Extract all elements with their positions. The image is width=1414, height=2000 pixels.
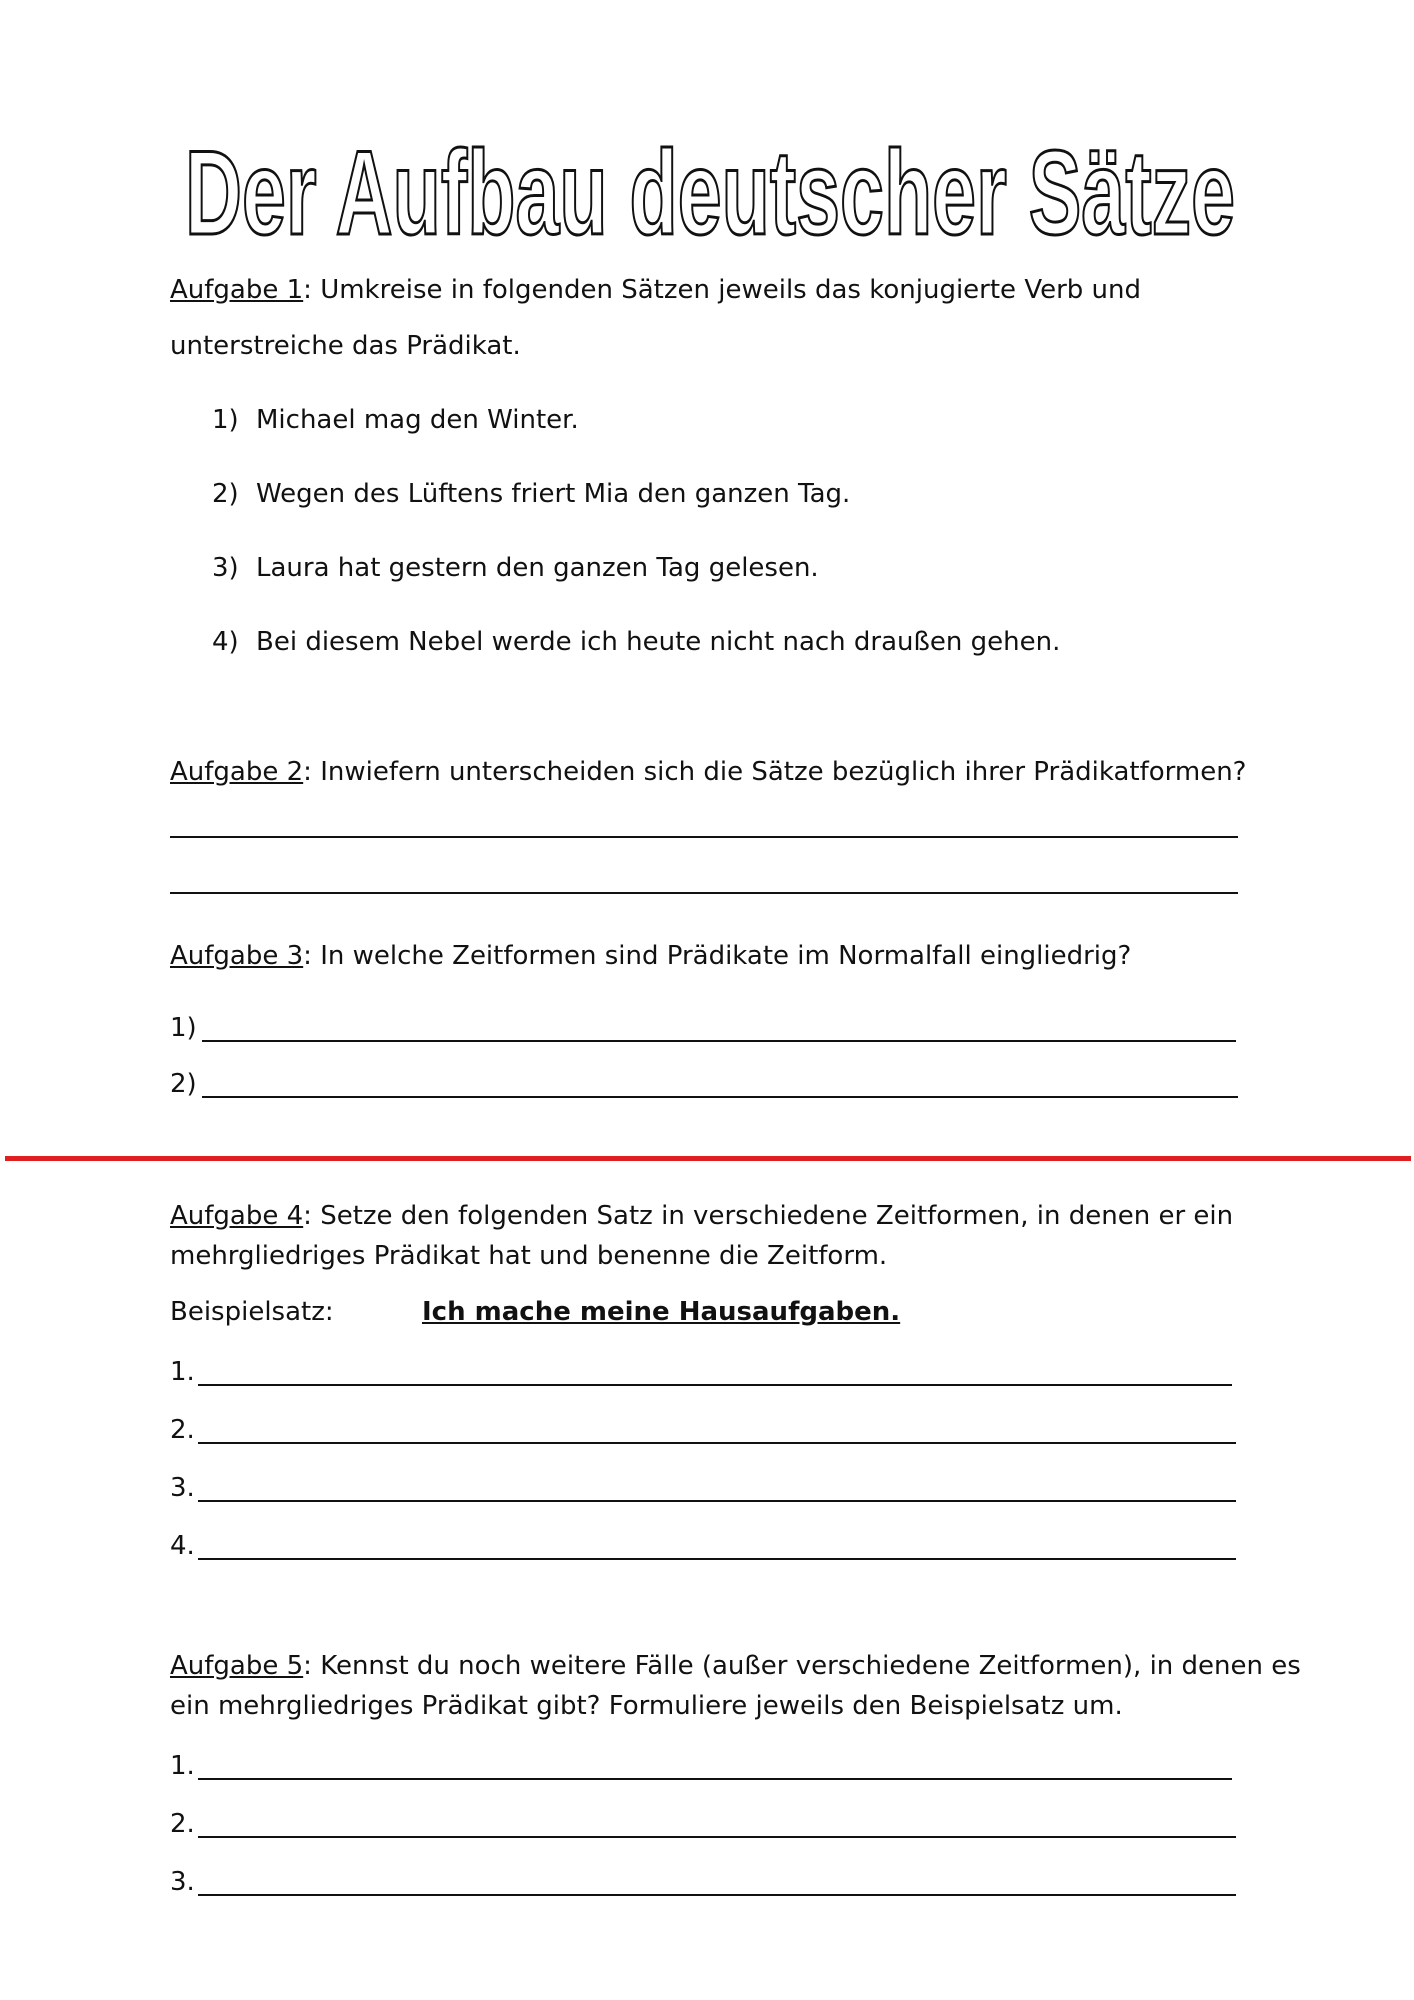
task5-label: Aufgabe 5	[170, 1651, 304, 1681]
list-item	[212, 404, 579, 436]
task4-text-line1: : Setze den folgenden Satz in verschiedene Zeitformen, in denen er ein	[303, 1201, 1234, 1231]
task3-heading	[170, 940, 1131, 972]
item-text: Michael mag den Winter.	[256, 405, 579, 435]
item-number: 3)	[212, 553, 239, 583]
task3-text: : In welche Zeitformen sind Prädikate im Normalfall eingliedrig?	[303, 941, 1132, 971]
item-number: 2)	[212, 479, 239, 509]
page-title	[180, 130, 1240, 250]
answer-line[interactable]	[198, 1894, 1236, 1896]
example-sentence: Ich mache meine Hausaufgaben.	[422, 1297, 901, 1327]
answer-number: 4.	[170, 1531, 195, 1561]
answer-line[interactable]	[202, 1096, 1238, 1098]
answer-number: 2.	[170, 1809, 195, 1839]
answer-line[interactable]	[198, 1442, 1236, 1444]
task5-text-line1: : Kennst du noch weitere Fälle (außer verschiedene Zeitformen), in denen es	[303, 1651, 1301, 1681]
answer-number: 2)	[170, 1069, 197, 1099]
answer-line[interactable]	[198, 1384, 1232, 1386]
answer-number: 1)	[170, 1013, 197, 1043]
answer-line[interactable]	[198, 1500, 1236, 1502]
task2-text: : Inwiefern unterscheiden sich die Sätze bezüglich ihrer Prädikatformen?	[303, 757, 1247, 787]
answer-number: 2.	[170, 1415, 195, 1445]
task1-heading	[170, 274, 1141, 306]
task4-text-line2: mehrgliedriges Prädikat hat und benenne die Zeitform.	[170, 1241, 888, 1271]
answer-line[interactable]	[198, 1836, 1236, 1838]
task1-label: Aufgabe 1	[170, 275, 304, 305]
list-item	[212, 478, 850, 510]
example-label: Beispielsatz:	[170, 1297, 334, 1327]
answer-line[interactable]	[170, 836, 1238, 838]
answer-number: 3.	[170, 1867, 195, 1897]
answer-number: 1.	[170, 1751, 195, 1781]
answer-number: 3.	[170, 1473, 195, 1503]
item-text: Laura hat gestern den ganzen Tag gelesen.	[256, 553, 819, 583]
page-title-text: Der Aufbau deutscher Sätze	[185, 130, 1235, 250]
answer-line[interactable]	[170, 892, 1238, 894]
item-number: 4)	[212, 627, 239, 657]
task1-text-line1: : Umkreise in folgenden Sätzen jeweils das konjugierte Verb und	[303, 275, 1141, 305]
answer-number: 1.	[170, 1357, 195, 1387]
answer-line[interactable]	[198, 1778, 1232, 1780]
task5-heading	[170, 1650, 1301, 1682]
list-item	[212, 626, 1060, 658]
task4-heading	[170, 1200, 1233, 1232]
item-text: Bei diesem Nebel werde ich heute nicht nach draußen gehen.	[256, 627, 1061, 657]
task1-text-line2: unterstreiche das Prädikat.	[170, 331, 521, 361]
task4-label: Aufgabe 4	[170, 1201, 304, 1231]
task2-heading	[170, 756, 1246, 788]
section-divider	[5, 1156, 1411, 1161]
answer-line[interactable]	[202, 1040, 1236, 1042]
list-item	[212, 552, 819, 584]
task5-text-line2: ein mehrgliedriges Prädikat gibt? Formuliere jeweils den Beispielsatz um.	[170, 1691, 1123, 1721]
item-number: 1)	[212, 405, 239, 435]
answer-line[interactable]	[198, 1558, 1236, 1560]
item-text: Wegen des Lüftens friert Mia den ganzen Tag.	[256, 479, 851, 509]
task2-label: Aufgabe 2	[170, 757, 304, 787]
task3-label: Aufgabe 3	[170, 941, 304, 971]
